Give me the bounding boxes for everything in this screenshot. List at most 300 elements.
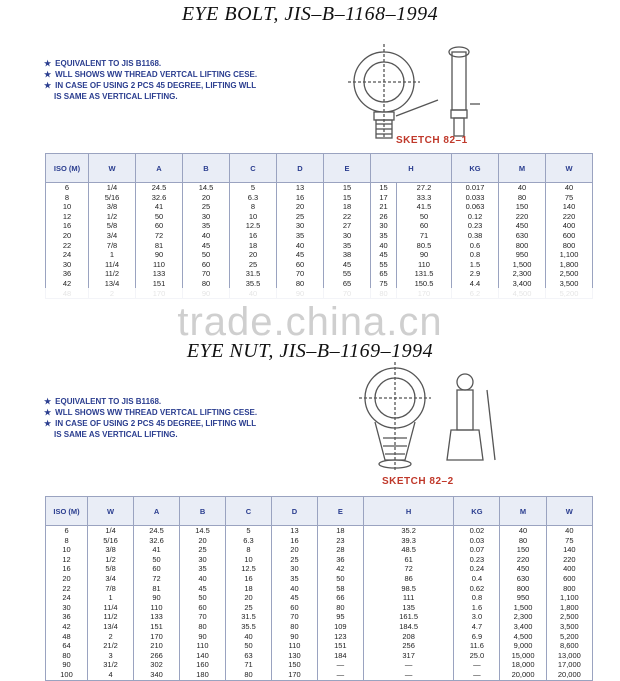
table-cell: 4,500 <box>500 632 546 642</box>
table-row <box>46 241 593 251</box>
table-cell: 140 <box>180 651 226 661</box>
table-cell: 30 <box>46 260 89 270</box>
table-cell: 61 <box>363 555 454 565</box>
table-cell: 1.5 <box>452 260 499 270</box>
col-header: ISO (M) <box>46 154 89 183</box>
table-cell: 80 <box>226 670 272 680</box>
table-row <box>46 660 593 670</box>
table-cell: — <box>317 660 363 670</box>
table-cell: 70 <box>180 612 226 622</box>
table-cell: 30 <box>183 212 230 222</box>
table-cell: 39.3 <box>363 536 454 546</box>
table-cell: 1,100 <box>546 593 592 603</box>
table-cell: 950 <box>500 593 546 603</box>
table-cell: 27.2 <box>396 183 451 193</box>
eye-bolt-sketch <box>330 30 530 140</box>
table-cell: 100 <box>46 670 88 680</box>
table-cell: 161.5 <box>363 612 454 622</box>
table-cell: 90 <box>136 250 183 260</box>
eye-bolt-spec-table <box>45 153 593 299</box>
table-cell: 21/2 <box>88 641 134 651</box>
table-row <box>46 221 593 231</box>
table-cell: 2,500 <box>546 612 592 622</box>
table-cell: 21 <box>371 202 397 212</box>
col-header: ISO (M) <box>46 497 88 526</box>
table-cell: 5/16 <box>89 193 136 203</box>
table-cell: 15 <box>371 183 397 193</box>
table-cell: 24 <box>46 250 89 260</box>
table-cell: 80 <box>499 193 546 203</box>
table-cell: 14.5 <box>183 183 230 193</box>
table-row <box>46 526 593 536</box>
table-row <box>46 260 593 270</box>
table-cell: 23 <box>317 536 363 546</box>
table-cell: 450 <box>500 564 546 574</box>
table-cell: 35.5 <box>230 279 277 289</box>
table-row <box>46 574 593 584</box>
table-cell: 50 <box>136 212 183 222</box>
table-cell: 60 <box>183 260 230 270</box>
table-cell: 10 <box>226 555 272 565</box>
table-cell: 36 <box>317 555 363 565</box>
table-cell: 70 <box>183 269 230 279</box>
eye-nut-table-body <box>46 526 593 681</box>
table-cell: 4.7 <box>454 622 500 632</box>
table-cell: 150 <box>272 660 318 670</box>
table-cell: 3/8 <box>89 202 136 212</box>
table-cell: 48 <box>46 632 88 642</box>
table-cell: 30 <box>180 555 226 565</box>
table-cell: 180 <box>180 670 226 680</box>
table-cell: 13/4 <box>89 279 136 289</box>
table-cell: 35 <box>371 231 397 241</box>
eye-nut-sketch <box>345 360 525 475</box>
table-cell: 90 <box>396 250 451 260</box>
table-cell: 0.24 <box>454 564 500 574</box>
table-cell: 130 <box>272 651 318 661</box>
table-cell: 0.23 <box>452 221 499 231</box>
table-cell: 7/8 <box>88 584 134 594</box>
table-cell: 35 <box>277 231 324 241</box>
table-cell: 11/2 <box>89 269 136 279</box>
table-cell: 110 <box>272 641 318 651</box>
table-row <box>46 269 593 279</box>
watermark: trade.china.cn <box>177 300 443 344</box>
table-cell: 110 <box>136 260 183 270</box>
table-cell: 55 <box>371 260 397 270</box>
eye-bolt-table-body <box>46 183 593 299</box>
table-cell: 12.5 <box>226 564 272 574</box>
table-cell: 70 <box>277 269 324 279</box>
table-cell: 13,000 <box>546 651 592 661</box>
table-cell: 1 <box>89 250 136 260</box>
table-cell: 256 <box>363 641 454 651</box>
table-cell: 140 <box>546 202 593 212</box>
table-cell: 20 <box>180 536 226 546</box>
table-cell: 210 <box>134 641 180 651</box>
col-header: KG <box>454 497 500 526</box>
table-row <box>46 612 593 622</box>
table-cell: 18,000 <box>500 660 546 670</box>
table-cell: 2,500 <box>546 269 593 279</box>
table-cell: 50 <box>226 641 272 651</box>
table-cell: 81 <box>134 584 180 594</box>
table-cell: 30 <box>277 221 324 231</box>
table-cell: 12 <box>46 555 88 565</box>
col-header: E <box>324 154 371 183</box>
table-cell: 5 <box>226 526 272 536</box>
table-cell: 1/2 <box>89 212 136 222</box>
col-header: A <box>136 154 183 183</box>
table-cell: 20 <box>272 545 318 555</box>
table-cell: 20 <box>230 250 277 260</box>
table-row <box>46 536 593 546</box>
table-cell: 25 <box>226 603 272 613</box>
table-cell: 17,000 <box>546 660 592 670</box>
table-cell: 42 <box>46 279 89 289</box>
table-cell: 58 <box>317 584 363 594</box>
table-cell: 45 <box>180 584 226 594</box>
table-cell: 9,000 <box>500 641 546 651</box>
col-header: M <box>499 154 546 183</box>
table-cell: 3,500 <box>546 279 593 289</box>
table-cell: 30 <box>46 603 88 613</box>
table-cell: 13 <box>277 183 324 193</box>
table-cell: 31.5 <box>230 269 277 279</box>
table-cell: 123 <box>317 632 363 642</box>
table-cell: 40 <box>500 526 546 536</box>
table-row <box>46 564 593 574</box>
table-cell: 45 <box>324 260 371 270</box>
table-cell: — <box>363 660 454 670</box>
table-cell: 1/2 <box>88 555 134 565</box>
table-cell: 20 <box>46 574 88 584</box>
table-cell: 15,000 <box>500 651 546 661</box>
table-cell: 10 <box>230 212 277 222</box>
table-cell: 50 <box>180 593 226 603</box>
table-cell: 35.5 <box>226 622 272 632</box>
table-cell: 16 <box>226 574 272 584</box>
table-cell: 72 <box>134 574 180 584</box>
table-cell: 35 <box>180 564 226 574</box>
table-cell: 630 <box>500 574 546 584</box>
table-cell: 64 <box>46 641 88 651</box>
table-cell: 400 <box>546 564 592 574</box>
table-cell: 45 <box>277 250 324 260</box>
table-cell: 2 <box>88 632 134 642</box>
table-cell: 11/2 <box>88 612 134 622</box>
table-cell: 317 <box>363 651 454 661</box>
table-cell: 40 <box>183 231 230 241</box>
table-cell: 1 <box>88 593 134 603</box>
note-item: IS SAME AS VERTICAL LIFTING. <box>54 92 178 101</box>
table-cell: 140 <box>546 545 592 555</box>
table-cell: 1,800 <box>546 260 593 270</box>
table-cell: 45 <box>183 241 230 251</box>
table-cell: 66 <box>317 593 363 603</box>
table-cell: 40 <box>180 574 226 584</box>
table-cell: 0.12 <box>452 212 499 222</box>
table-cell: 2.9 <box>452 269 499 279</box>
table-row <box>46 202 593 212</box>
table-cell: 151 <box>134 622 180 632</box>
table-cell: 1.6 <box>454 603 500 613</box>
table-cell: 24 <box>46 593 88 603</box>
table-cell: 13 <box>272 526 318 536</box>
table-row <box>46 231 593 241</box>
table-cell: 151 <box>136 279 183 289</box>
col-header: B <box>183 154 230 183</box>
table-cell: 20 <box>183 193 230 203</box>
table-cell: 800 <box>546 584 592 594</box>
col-header: W <box>546 154 593 183</box>
table-cell: 24.5 <box>136 183 183 193</box>
table-cell: 3 <box>88 651 134 661</box>
note-item: ★ IN CASE OF USING 2 PCS 45 DEGREE, LIFTING WLL <box>44 419 257 428</box>
table-cell: 5 <box>230 183 277 193</box>
table-cell: 45 <box>371 250 397 260</box>
table-cell: 0.62 <box>454 584 500 594</box>
table-cell: 6 <box>46 526 88 536</box>
col-header: A <box>134 497 180 526</box>
table-cell: 160 <box>180 660 226 670</box>
table-cell: 111 <box>363 593 454 603</box>
table-cell: 30 <box>272 564 318 574</box>
star-icon: ★ <box>44 419 52 428</box>
table-cell: 40 <box>226 632 272 642</box>
table-cell: 86 <box>363 574 454 584</box>
table-cell: 340 <box>134 670 180 680</box>
table-cell: 41 <box>136 202 183 212</box>
table-cell: 8 <box>46 193 89 203</box>
table-cell: 10 <box>46 202 89 212</box>
table-cell: 630 <box>499 231 546 241</box>
col-header: W <box>546 497 592 526</box>
table-cell: 41 <box>134 545 180 555</box>
star-icon: ★ <box>44 81 52 90</box>
table-cell: 60 <box>136 221 183 231</box>
table-cell: 25 <box>272 555 318 565</box>
table-cell: 20 <box>46 231 89 241</box>
table-cell: 3,500 <box>546 622 592 632</box>
note-item: ★ WLL SHOWS WW THREAD VERTCAL LIFTING CESE. <box>44 70 258 79</box>
table-cell: 38 <box>324 250 371 260</box>
table-cell: 0.23 <box>454 555 500 565</box>
table-cell: 1,800 <box>546 603 592 613</box>
table-cell: 22 <box>324 212 371 222</box>
table-row <box>46 212 593 222</box>
table-cell: 0.8 <box>454 593 500 603</box>
table-cell: 30 <box>324 231 371 241</box>
table-cell: 16 <box>272 536 318 546</box>
table-cell: 80 <box>277 279 324 289</box>
col-header: H <box>363 497 454 526</box>
col-header: D <box>277 154 324 183</box>
table-cell: 65 <box>324 279 371 289</box>
col-header: W <box>89 154 136 183</box>
table-cell: 11.6 <box>454 641 500 651</box>
table-cell: 0.017 <box>452 183 499 193</box>
table-cell: 75 <box>371 279 397 289</box>
table-cell: 55 <box>324 269 371 279</box>
table-cell: — <box>454 670 500 680</box>
table-cell: 1,500 <box>500 603 546 613</box>
table-cell: 15 <box>324 193 371 203</box>
table-row <box>46 584 593 594</box>
table-row <box>46 670 593 680</box>
table-cell: 42 <box>46 622 88 632</box>
table-header-row <box>46 154 593 183</box>
table-cell: 36 <box>46 269 89 279</box>
table-cell: 50 <box>396 212 451 222</box>
table-cell: 220 <box>500 555 546 565</box>
eye-nut-spec-table <box>45 496 593 681</box>
table-cell: 80 <box>317 603 363 613</box>
col-header: E <box>317 497 363 526</box>
table-row <box>46 603 593 613</box>
table-cell: 109 <box>317 622 363 632</box>
table-cell: 3/4 <box>89 231 136 241</box>
table-cell: 31/2 <box>88 660 134 670</box>
star-icon: ★ <box>44 397 52 406</box>
table-cell: 40 <box>277 241 324 251</box>
table-cell: 72 <box>136 231 183 241</box>
table-cell: 90 <box>134 593 180 603</box>
table-cell: 20 <box>226 593 272 603</box>
table-cell: 31.5 <box>226 612 272 622</box>
table-cell: 11/4 <box>89 260 136 270</box>
table-cell: 90 <box>180 632 226 642</box>
table-cell: 20 <box>277 202 324 212</box>
table-cell: 36 <box>46 612 88 622</box>
table-cell: 35 <box>272 574 318 584</box>
table-cell: 800 <box>499 241 546 251</box>
table-cell: 10 <box>46 545 88 555</box>
table-cell: 7/8 <box>89 241 136 251</box>
table-cell: 90 <box>272 632 318 642</box>
eye-bolt-notes <box>44 58 257 102</box>
table-cell: 41.5 <box>396 202 451 212</box>
table-cell: 11/4 <box>88 603 134 613</box>
table-cell: 60 <box>396 221 451 231</box>
table-cell: 5/8 <box>89 221 136 231</box>
table-row <box>46 641 593 651</box>
table-cell: 135 <box>363 603 454 613</box>
col-header: M <box>500 497 546 526</box>
table-cell: 81 <box>136 241 183 251</box>
col-header: C <box>230 154 277 183</box>
table-cell: 0.38 <box>452 231 499 241</box>
table-cell: 4 <box>88 670 134 680</box>
table-cell: 80 <box>180 622 226 632</box>
table-cell: 25 <box>277 212 324 222</box>
table-cell: 1,500 <box>499 260 546 270</box>
table-cell: 150 <box>500 545 546 555</box>
table-cell: 0.063 <box>452 202 499 212</box>
table-cell: 0.6 <box>452 241 499 251</box>
table-cell: 8 <box>230 202 277 212</box>
table-row <box>46 622 593 632</box>
col-header: B <box>180 497 226 526</box>
table-cell: 12 <box>46 212 89 222</box>
table-cell: 110 <box>134 603 180 613</box>
table-cell: 133 <box>134 612 180 622</box>
table-cell: 25 <box>180 545 226 555</box>
table-cell: 22 <box>46 241 89 251</box>
table-cell: 6.9 <box>454 632 500 642</box>
table-cell: 15 <box>324 183 371 193</box>
eye-nut-title: EYE NUT, JIS–B–1169–1994 <box>186 340 434 362</box>
table-cell: 80 <box>500 536 546 546</box>
col-header: C <box>226 497 272 526</box>
sketch-82-2-label: SKETCH 82–2 <box>382 476 454 487</box>
table-cell: 8,600 <box>546 641 592 651</box>
table-cell: 22 <box>46 584 88 594</box>
table-cell: 16 <box>230 231 277 241</box>
table-cell: 80 <box>272 622 318 632</box>
table-row <box>46 250 593 260</box>
table-cell: 170 <box>134 632 180 642</box>
table-cell: 33.3 <box>396 193 451 203</box>
table-cell: 0.07 <box>454 545 500 555</box>
table-cell: 150.5 <box>396 279 451 289</box>
table-cell: 3/8 <box>88 545 134 555</box>
table-cell: 170 <box>272 670 318 680</box>
table-cell: 71 <box>396 231 451 241</box>
table-cell: 25.0 <box>454 651 500 661</box>
star-icon: ★ <box>44 59 52 68</box>
table-cell: 8 <box>46 536 88 546</box>
note-item: ★ EQUIVALENT TO JIS B1168. <box>44 59 162 68</box>
table-cell: 2,300 <box>499 269 546 279</box>
table-cell: 95 <box>317 612 363 622</box>
table-cell: 80 <box>183 279 230 289</box>
table-cell: 60 <box>272 603 318 613</box>
table-cell: 220 <box>546 555 592 565</box>
table-cell: 40 <box>546 183 593 193</box>
note-item: ★ WLL SHOWS WW THREAD VERTCAL LIFTING CESE. <box>44 408 258 417</box>
table-cell: 3,400 <box>499 279 546 289</box>
table-cell: 32.6 <box>134 536 180 546</box>
table-cell: 0.4 <box>454 574 500 584</box>
table-cell: 6 <box>46 183 89 193</box>
table-cell: 110 <box>396 260 451 270</box>
table-cell: 35.2 <box>363 526 454 536</box>
table-cell: 220 <box>499 212 546 222</box>
table-cell: 40 <box>499 183 546 193</box>
table-cell: 70 <box>272 612 318 622</box>
star-icon: ★ <box>44 408 52 417</box>
table-cell: 50 <box>317 574 363 584</box>
table-cell: 16 <box>46 564 88 574</box>
eye-nut-notes <box>44 396 257 440</box>
table-cell: 18 <box>226 584 272 594</box>
table-cell: 6.3 <box>226 536 272 546</box>
table-cell: 302 <box>134 660 180 670</box>
table-cell: 20,000 <box>546 670 592 680</box>
table-cell: 63 <box>226 651 272 661</box>
table-cell: 3,400 <box>500 622 546 632</box>
table-cell: 400 <box>546 221 593 231</box>
table-row <box>46 545 593 555</box>
table-cell: — <box>317 670 363 680</box>
table-cell: 50 <box>183 250 230 260</box>
table-cell: 110 <box>180 641 226 651</box>
table-cell: — <box>454 660 500 670</box>
table-cell: 12.5 <box>230 221 277 231</box>
table-cell: 600 <box>546 574 592 584</box>
table-cell: 17 <box>371 193 397 203</box>
